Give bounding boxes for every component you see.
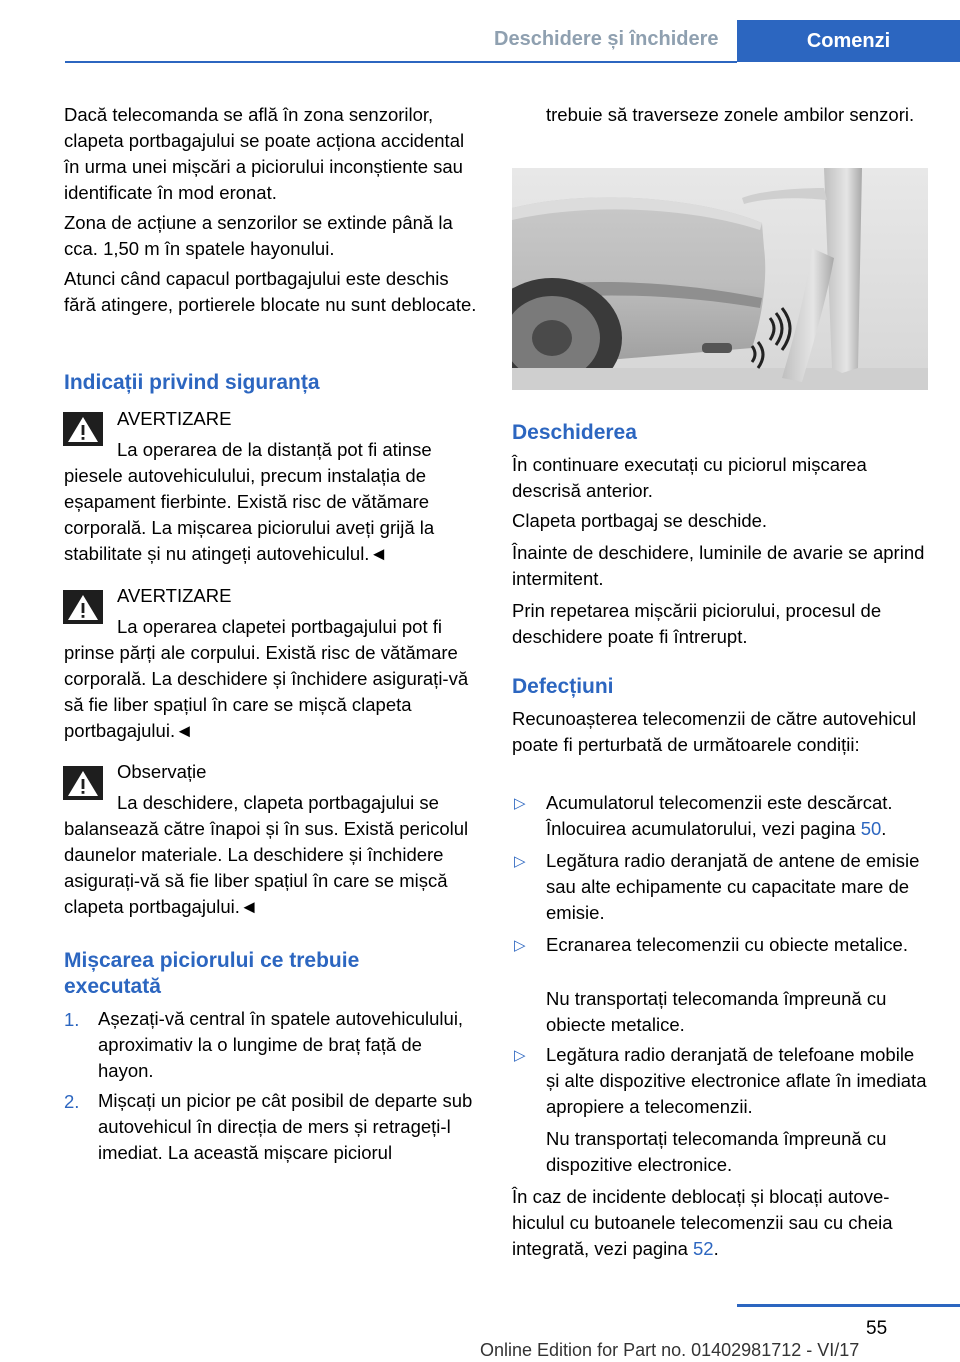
heading-opening: Deschiderea bbox=[512, 421, 637, 444]
step-1-text: Așezați-vă central în spatele autovehiculului, aproximativ la o lungime de braț față de hayon. bbox=[98, 1008, 464, 1081]
heading-faults: Defecțiuni bbox=[512, 675, 614, 698]
closing-paragraph: În caz de incidente deblocați și blocați autovehiculul cu butoanele telecomenzii sau cu cheia integrată, vezi pagina 52. bbox=[512, 1186, 893, 1259]
page-header bbox=[0, 0, 960, 62]
header-rule bbox=[65, 61, 737, 63]
fault-item-4: Legătura radio deranjată de telefoane mobile și alte dispozitive electronice aflate în imediata apropiere a telecomenzii. bbox=[546, 1044, 927, 1117]
bullet-marker: ▷ bbox=[514, 795, 526, 812]
note-label: Observație bbox=[117, 761, 207, 782]
bullet-marker: ▷ bbox=[514, 853, 526, 870]
foot-gesture-illustration bbox=[512, 168, 928, 390]
bullet-marker: ▷ bbox=[514, 1047, 526, 1064]
heading-safety: Indicații privind siguranța bbox=[64, 371, 320, 394]
footer-rule bbox=[737, 1304, 960, 1307]
intro-paragraph-2: Zona de acțiune a senzorilor se extinde până la cca. 1,50 m în spatele hayonului. bbox=[64, 212, 453, 259]
opening-text-3: Înainte de deschidere, luminile de avarie se aprind intermitent. bbox=[512, 542, 925, 589]
header-chapter-tab: Comenzi bbox=[737, 20, 960, 62]
step-2-number: 2. bbox=[64, 1091, 80, 1112]
page-number: 55 bbox=[866, 1318, 888, 1339]
opening-text-4: Prin repetarea mișcării piciorului, procesul de deschidere poate fi întrerupt. bbox=[512, 600, 882, 647]
header-section-title: Deschidere și închidere bbox=[494, 28, 719, 50]
note-body: La deschidere, clapeta portbagajului se balansează către înapoi și în sus. Există pericolul daunelor materiale. La deschidere și închidere asigurați-vă să fie liber spațiul în care se mișcă clapeta portbagajului.◄ bbox=[64, 792, 469, 917]
warning-2-label: AVERTIZARE bbox=[117, 585, 232, 606]
warning-1-label: AVERTIZARE bbox=[117, 408, 232, 429]
warning-1-body: La operarea de la distanță pot fi atinse piesele autovehiculului, precum instalația de eșapament fierbinte. Există risc de vătămare corporală. La mișcarea piciorului aveți grijă la stabilitate și nu atingeți autovehiculul.◄ bbox=[64, 439, 435, 564]
intro-paragraph-3: Atunci când capacul portbagajului este deschis fără atingere, portierele blocate nu sunt deblocate. bbox=[64, 268, 477, 315]
intro-paragraph-1: Dacă telecomanda se află în zona senzorilor, clapeta portbagajului se poate acționa accidental în urma unei mișcări a piciorului inconștiente sau identificate în mod eronat. bbox=[64, 104, 465, 203]
step-1-number: 1. bbox=[64, 1009, 80, 1030]
fault-item-1: Acumulatorul telecomenzii este descărcat. Înlocuirea acumulatorului, vezi pagina 50. bbox=[546, 792, 893, 839]
warning-2-body: La operarea clapetei portbagajului pot fi prinse părți ale corpului. Există risc de vătămare corporală. La deschidere și închidere asigurați-vă să fie liber spațiul în care se mișcă clapeta portbagajului.◄ bbox=[64, 616, 469, 741]
faults-intro: Recunoașterea telecomenzii de către autovehicul poate fi perturbată de următoarele condiții: bbox=[512, 708, 917, 755]
step-2-text: Mișcați un picior pe cât posibil de departe sub autovehicul în direcția de mers și retrageți-l imediat. La această mișcare piciorul bbox=[98, 1090, 473, 1163]
fault-item-3-tip: Nu transportați telecomanda împreună cu obiecte metalice. bbox=[546, 988, 887, 1035]
fault-item-4-tip: Nu transportați telecomanda împreună cu dispozitive electronice. bbox=[546, 1128, 887, 1175]
page-link-50[interactable]: 50 bbox=[860, 818, 882, 839]
heading-foot-motion: Mișcarea piciorului ce trebuie executată bbox=[64, 949, 360, 998]
fault-item-3: Ecranarea telecomenzii cu obiecte metalice. bbox=[546, 934, 908, 955]
footer-edition: Online Edition for Part no. 01402981712 - VI/17 bbox=[480, 1340, 860, 1360]
bullet-marker: ▷ bbox=[514, 937, 526, 954]
page-link-52[interactable]: 52 bbox=[693, 1238, 714, 1259]
opening-text-1: În continuare executați cu piciorul mișcarea descrisă anterior. bbox=[512, 454, 867, 501]
opening-text-2: Clapeta portbagaj se deschide. bbox=[512, 510, 768, 531]
step-2-continued: trebuie să traverseze zonele ambilor senzori. bbox=[546, 104, 915, 125]
fault-item-2: Legătura radio deranjată de antene de emisie sau alte echipamente cu capacitate mare de emisie. bbox=[546, 850, 920, 923]
